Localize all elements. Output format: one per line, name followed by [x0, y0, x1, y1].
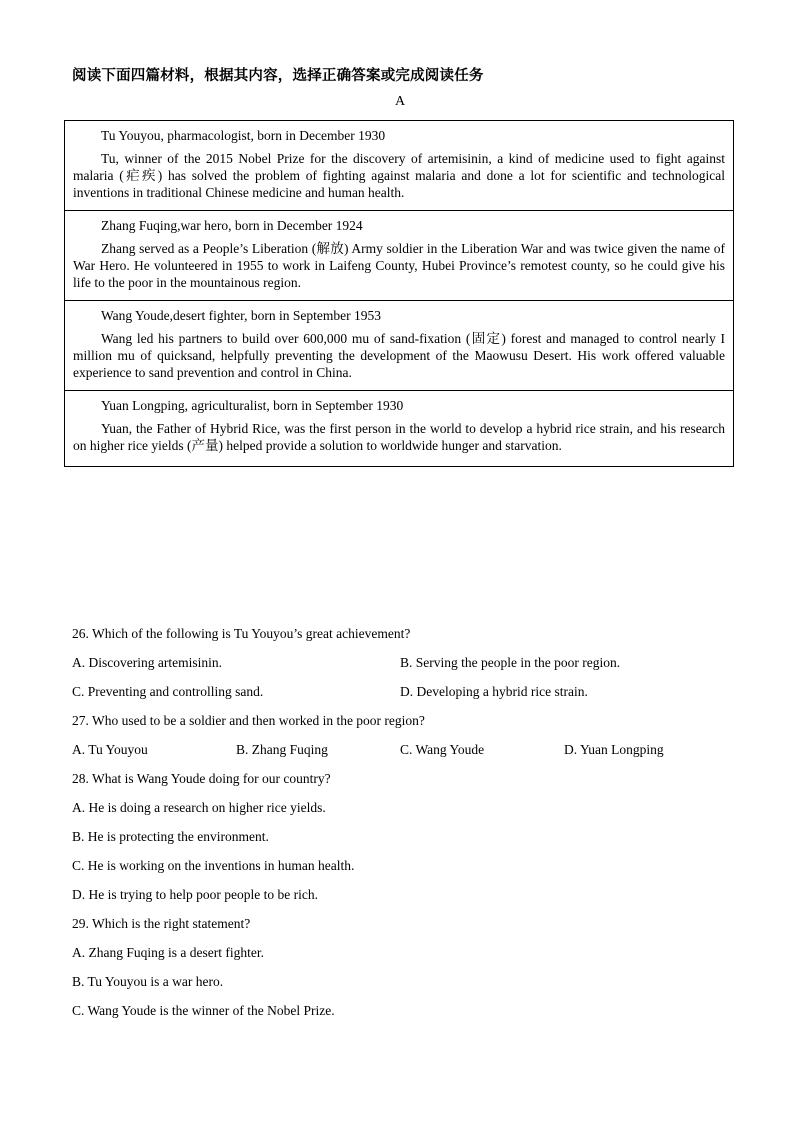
option-26-c[interactable]: C. Preventing and controlling sand. — [72, 684, 264, 699]
option-26-a[interactable]: A. Discovering artemisinin. — [72, 655, 222, 670]
profile-zhang-fuqing — [65, 211, 733, 301]
option-29-a[interactable]: A. Zhang Fuqing is a desert fighter. — [72, 945, 264, 960]
profiles-table — [64, 120, 734, 467]
question-stem-27: 27. Who used to be a soldier and then worked in the poor region? — [72, 713, 425, 728]
question-stem-28: 28. What is Wang Youde doing for our country? — [72, 771, 331, 786]
instructions-heading: 阅读下面四篇材料，根据其内容，选择正确答案或完成阅读任务 — [72, 68, 484, 84]
option-28-d[interactable]: D. He is trying to help poor people to be rich. — [72, 887, 318, 902]
option-28-c[interactable]: C. He is working on the inventions in human health. — [72, 858, 355, 873]
option-27-a[interactable]: A. Tu Youyou — [72, 742, 148, 757]
option-row — [72, 654, 732, 683]
profile-title: Yuan Longping, agriculturalist, born in September 1930 — [101, 398, 404, 413]
option-27-b[interactable]: B. Zhang Fuqing — [236, 742, 328, 757]
question-stem-26: 26. Which of the following is Tu Youyou’s great achievement? — [72, 626, 411, 641]
profile-title: Zhang Fuqing,war hero, born in December 1924 — [101, 218, 363, 233]
profile-body: Yuan, the Father of Hybrid Rice, was the first person in the world to develop a hybrid rice strain, and his research on higher rice yields (产量) helped provide a solution to worldwide hunger and starvation. — [73, 421, 725, 453]
option-29-b[interactable]: B. Tu Youyou is a war hero. — [72, 974, 224, 989]
profile-body: Tu, winner of the 2015 Nobel Prize for the discovery of artemisinin, a kind of medicine used to fight against malaria (疟疾) has solved the problem of fighting against malaria and done a lot for scientific and technological inventions in traditional Chinese medicine and human health. — [73, 151, 725, 200]
questions-section — [72, 625, 732, 1031]
question-stem-29: 29. Which is the right statement? — [72, 916, 251, 931]
profile-wang-youde — [65, 301, 733, 391]
profile-body: Zhang served as a People’s Liberation (解放) Army soldier in the Liberation War and was twice given the name of War Hero. He volunteered in 1955 to work in Laifeng County, Hubei Province’s remotest county, so he could give his life to the poor in the mountainous region. — [73, 241, 725, 290]
option-26-d[interactable]: D. Developing a hybrid rice strain. — [400, 684, 588, 699]
option-row — [72, 741, 732, 770]
option-row — [72, 683, 732, 712]
section-label: A — [394, 94, 406, 109]
profile-yuan-longping — [65, 391, 733, 466]
option-26-b[interactable]: B. Serving the people in the poor region. — [400, 655, 621, 670]
option-28-b[interactable]: B. He is protecting the environment. — [72, 829, 269, 844]
option-27-c[interactable]: C. Wang Youde — [400, 742, 485, 757]
option-27-d[interactable]: D. Yuan Longping — [564, 742, 664, 757]
profile-tu-youyou — [65, 121, 733, 211]
profile-body: Wang led his partners to build over 600,000 mu of sand-fixation (固定) forest and managed to control nearly I million mu of quicksand, helpfully preventing the development of the Maowusu Desert. His work offered valuable experience to sand prevention and control in China. — [73, 331, 725, 380]
profile-title: Wang Youde,desert fighter, born in September 1953 — [101, 308, 381, 323]
option-28-a[interactable]: A. He is doing a research on higher rice yields. — [72, 800, 326, 815]
profile-title: Tu Youyou, pharmacologist, born in December 1930 — [101, 128, 386, 143]
option-29-c[interactable]: C. Wang Youde is the winner of the Nobel Prize. — [72, 1003, 335, 1018]
